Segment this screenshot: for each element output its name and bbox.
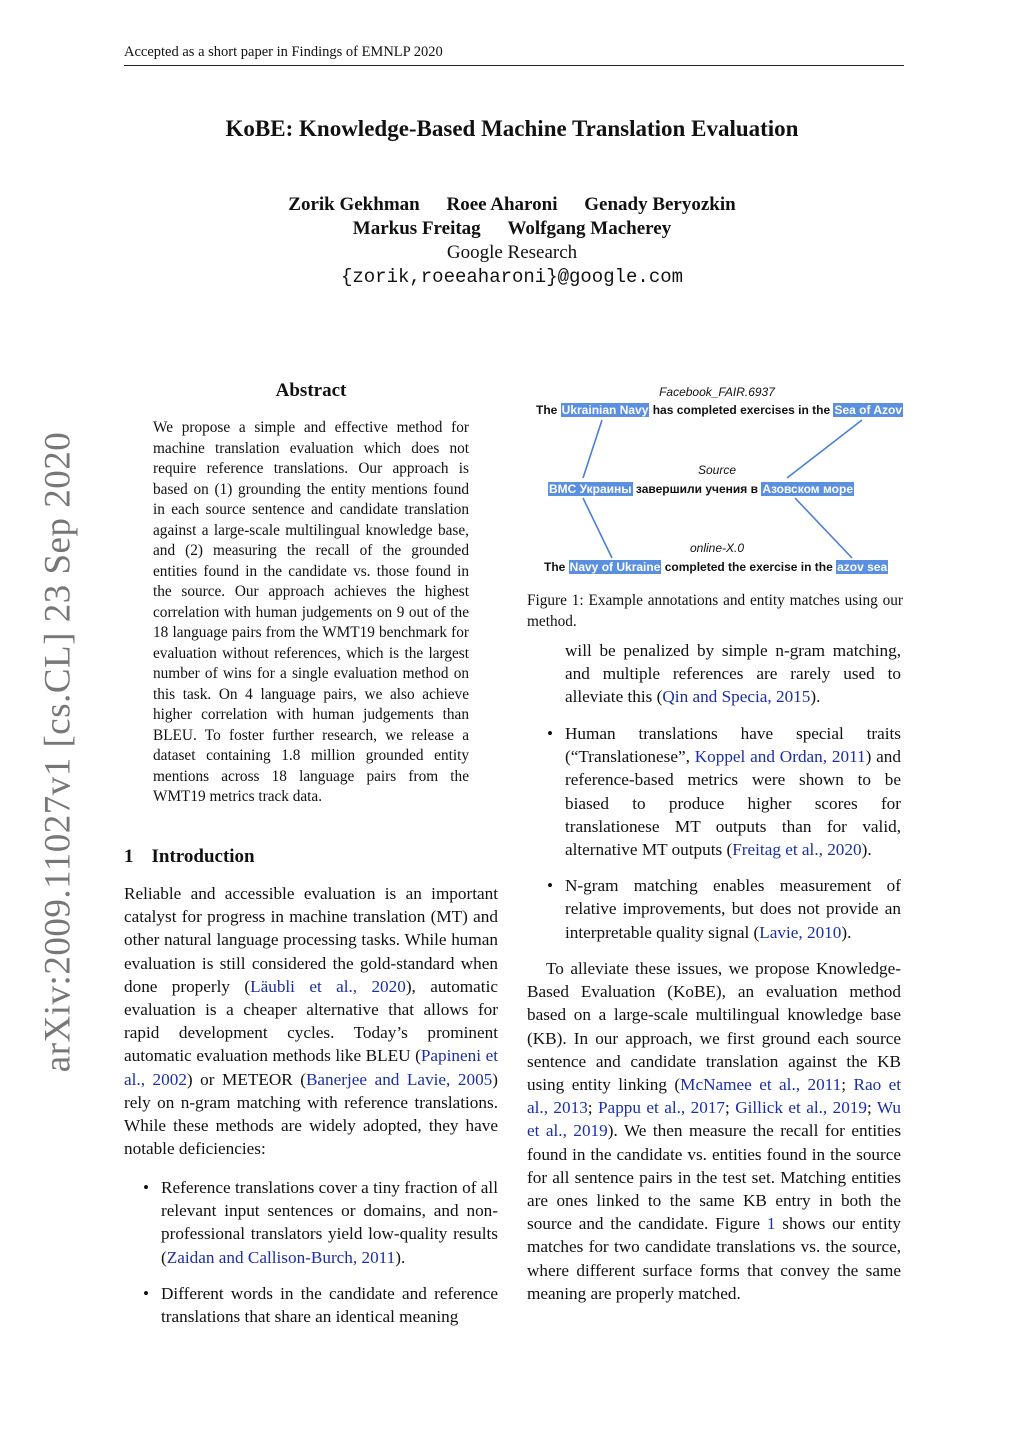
deficiency-list-right (547, 722, 901, 957)
system-label: online-X.0 (689, 541, 745, 555)
citation-link[interactable]: Papineni et al., 2002 (124, 1046, 498, 1089)
system-label: Facebook_FAIR.6937 (659, 385, 775, 399)
entity-mention: Азовском море (762, 482, 854, 496)
citation-link[interactable]: Zaidan and Callison-Burch, 2011 (166, 1247, 396, 1267)
authors-line-2 (0, 218, 1024, 240)
abstract-text: We propose a simple and effective method for machine translation evaluation which does not require reference translations. Our approach is based on (1) grounding the entity mentions found in each source sentence and candidate translation against a large-scale multilingual knowledge base, and (2) measuring the recall of the grounded entities found in the candidate vs. those found in the source. Our approach achieves the highest correlation with human judgements on 9 out of the 18 language pairs from the WMT19 benchmark for evaluation without references, which is the largest number of wins for a single evaluation method on this task. On 4 language pairs, we also achieve higher correlation with human judgements than BLEU. To foster further research, we release a dataset containing 1.8 million grounded entity mentions across 18 language pairs from the WMT19 metrics track data. (153, 419, 469, 805)
citation-link[interactable]: Pappu et al., 2017 (598, 1098, 726, 1118)
figure-1 (527, 380, 907, 580)
citation-link[interactable]: Lavie, 2010 (759, 922, 842, 942)
deficiency-list-left (143, 1176, 498, 1341)
entity-mention: Navy of Ukraine (569, 560, 661, 574)
authors-line-1 (0, 194, 1024, 216)
arxiv-identifier: arXiv:2009.11027v1 [cs.CL] 23 Sep 2020 (37, 431, 79, 1073)
list-item: • Reference translations cover a tiny fraction of all relevant input sentences or domains, and non-professional translators yield low-quality results (Zaidan and Callison-Burch, 2011). (143, 1178, 498, 1267)
kobe-paragraph: To alleviate these issues, we propose Knowledge-Based Evaluation (KoBE), an evaluation method based on a large-scale multilingual knowledge base (KB). In our approach, we first ground each source sentence and candidate translation against the KB using entity linking (McNamee et al., 2011; Rao et al., 2013; Pappu et al., 2017; Gillick et al., 2019; Wu et al., 2019). We then measure the recall for entities found in the candidate vs. entities found in the source for all sentence pairs in the test set. Matching entities are ones linked to the same KB entry in both the source and the candidate. Figure 1 shows our entity matches for two candidate translations vs. the source, where different surface forms that convey the same meaning are properly matched. (527, 959, 902, 1303)
citation-link[interactable]: Gillick et al., 2019 (735, 1098, 867, 1118)
author-name: Zorik Gekhman (288, 194, 420, 215)
header-rule (124, 65, 904, 66)
citation-link[interactable]: Banerjee and Lavie, 2005 (305, 1069, 493, 1089)
entity-mention: azov sea (837, 560, 888, 574)
citation-link[interactable]: McNamee et al., 2011 (680, 1075, 842, 1095)
section-heading (124, 846, 255, 868)
affiliation: Google Research (446, 242, 578, 263)
bullet-icon: • (143, 1283, 150, 1303)
paper-title: KoBE: Knowledge-Based Machine Translation Evaluation (225, 116, 799, 141)
abstract-heading: Abstract (275, 380, 347, 401)
author-name: Wolfgang Macherey (507, 218, 672, 239)
bullet-icon: • (547, 724, 554, 743)
translation-sentence: The Ukrainian Navy has completed exercises in the Sea of Azov (536, 403, 903, 417)
bullet-icon: • (547, 876, 554, 896)
entity-mention: Ukrainian Navy (561, 403, 649, 417)
author-email: {zorik,roeeaharoni}@google.com (340, 266, 684, 288)
figure-caption: Figure 1: Example annotations and entity matches using our method. (527, 592, 903, 630)
entity-mention: Sea of Azov (834, 403, 903, 417)
citation-link[interactable]: Wu et al., 2019 (527, 1098, 902, 1141)
list-item: • N-gram matching enables measurement of relative improvements, but does not provide an interpretable quality signal (Lavie, 2010). (547, 876, 901, 942)
author-name: Markus Freitag (352, 218, 481, 239)
section-title: Introduction (151, 846, 255, 867)
entity-mention: ВМС Украины (549, 482, 632, 496)
citation-link[interactable]: Koppel and Ordan, 2011 (694, 747, 866, 767)
source-sentence: ВМС Украины завершили учения в Азовском море (549, 482, 854, 496)
figure-reference-link[interactable]: 1 (766, 1214, 776, 1234)
author-name: Roee Aharoni (446, 194, 558, 215)
header-note: Accepted as a short paper in Findings of EMNLP 2020 (124, 44, 443, 60)
system-label: Source (697, 463, 737, 477)
citation-link[interactable]: Freitag et al., 2020 (732, 840, 862, 860)
list-item: • Different words in the candidate and reference translations that share an identical meaning (143, 1283, 498, 1327)
author-name: Genady Beryozkin (584, 194, 736, 215)
translation-sentence: The Navy of Ukraine completed the exercise in the azov sea (544, 560, 888, 574)
citation-link[interactable]: Qin and Specia, 2015 (662, 687, 811, 707)
bullet-icon: • (143, 1178, 150, 1197)
section-number: 1 (124, 846, 134, 867)
bullet-continuation: will be penalized by simple n-gram matching, and multiple references are rarely used to alleviate this (Qin and Specia, 2015). (565, 641, 901, 707)
citation-link[interactable]: Rao et al., 2013 (527, 1075, 902, 1118)
list-item: • Human translations have special traits (“Translationese”, Koppel and Ordan, 2011) and reference-based metrics were shown to be biased to produce higher scores for translationese MT outputs than for valid, alternative MT outputs (Freitag et al., 2020). (547, 724, 901, 860)
citation-link[interactable]: Läubli et al., 2020 (250, 976, 406, 996)
intro-paragraph: Reliable and accessible evaluation is an important catalyst for progress in machine translation (MT) and other natural language processing tasks. While human evaluation is still considered the gold-standard when done properly (Läubli et al., 2020), automatic evaluation is a cheaper alternative that allows for rapid development cycles. Today’s prominent automatic evaluation methods like BLEU (Papineni et al., 2002) or METEOR (Banerjee and Lavie, 2005) rely on n-gram matching with reference translations. While these methods are widely adopted, they have notable deficiencies: (124, 884, 499, 1159)
